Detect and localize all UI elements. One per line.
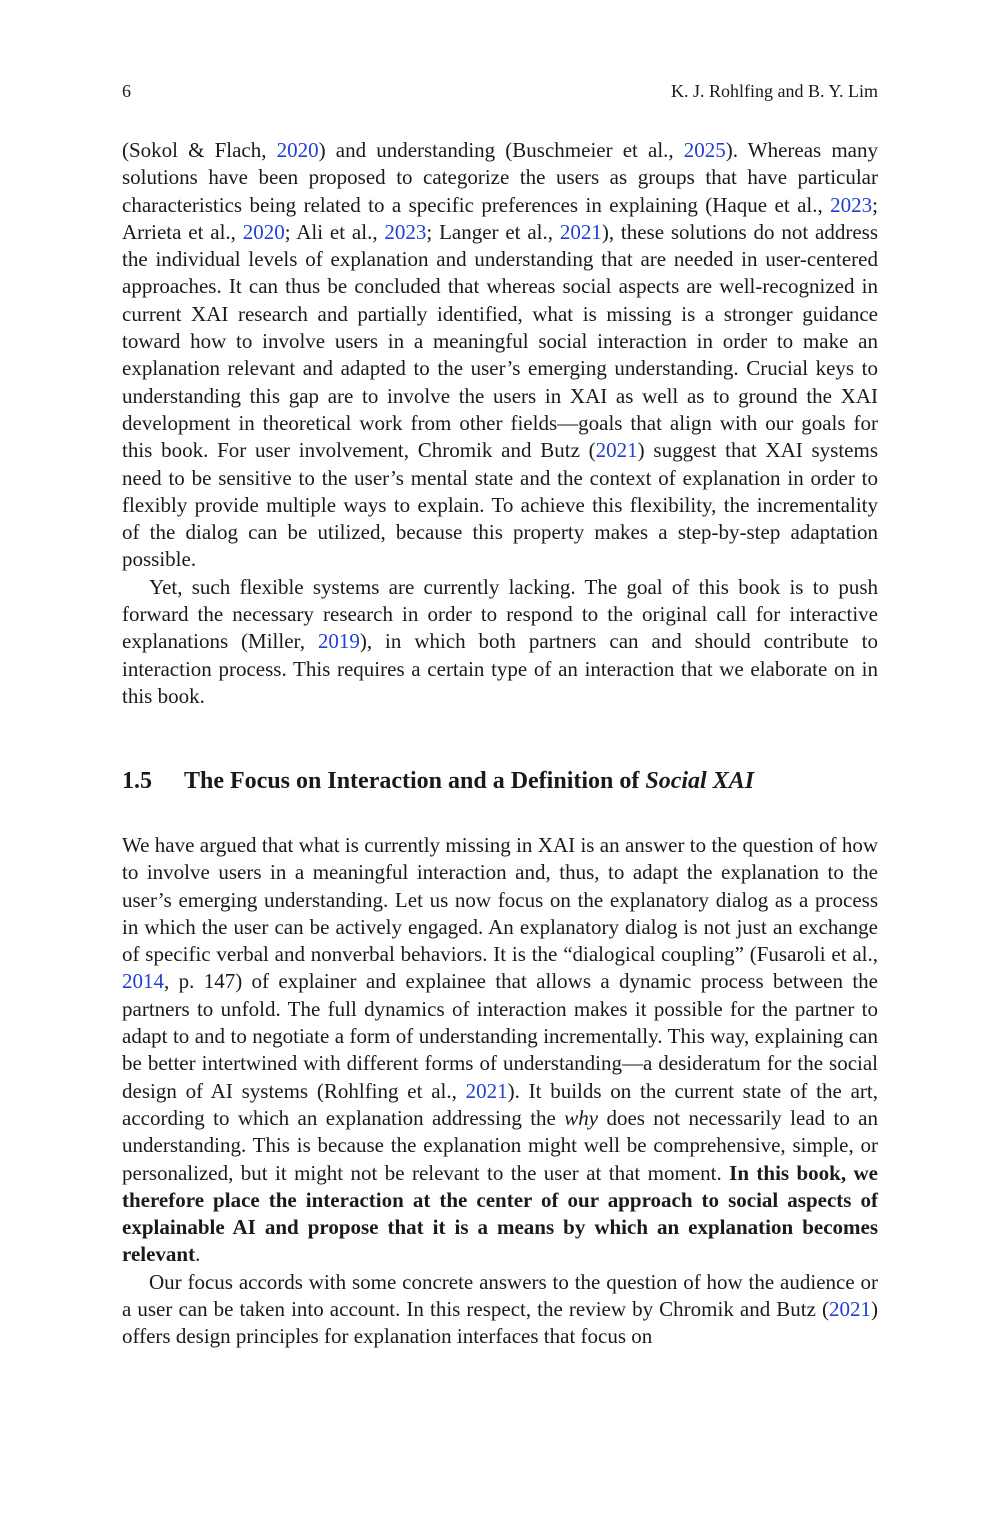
page-number: 6 — [122, 81, 131, 101]
text-run: ) suggest that XAI systems need to be sensitive to the user’s mental state and the context of explanation in order to flexibly provide multiple ways to explain. To achieve this flexibility, the incrementality of the dialog can be utilized, because this property makes a step-by-step adaptation possible. — [122, 438, 878, 572]
citation-link[interactable]: 2021 — [829, 1297, 871, 1322]
section-title-italic: Social XAI — [645, 768, 755, 794]
section-title: The Focus on Interaction and a Definition of — [184, 768, 646, 794]
text-run: ). It builds on the current state of the art, according to which an explanation addressing the — [122, 1078, 878, 1130]
running-head: K. J. Rohlfing and B. Y. Lim — [670, 81, 878, 101]
text-run: ), in which both partners can and should contribute to interaction process. This requires a certain type of an interaction that we elaborate on in this book. — [122, 629, 879, 708]
citation-link[interactable]: 2023 — [830, 192, 873, 217]
paragraph-3 — [122, 832, 878, 1269]
text-run: . — [195, 1242, 201, 1267]
citation-link[interactable]: 2020 — [276, 138, 319, 162]
citation-link[interactable]: 2021 — [559, 219, 602, 244]
text-run: , p. 147) of explainer and explainee that allows a dynamic process between the partners to unfold. The full dynamics of interaction makes it possible for the partner to adapt to and to negotiate a form of understanding incrementally. This way, explaining can be better intertwined with different forms of understanding—a desideratum for the social design of AI systems (Rohlfing et al., — [122, 969, 878, 1103]
section-number: 1.5 — [122, 768, 152, 794]
text-run: does not necessarily lead to an understanding. This is because the explanation might well be comprehensive, simple, or personalized, but it might not be relevant to the user at that moment. — [122, 1105, 879, 1185]
text-run: ) and understanding (Buschmeier et al., — [318, 138, 684, 162]
paragraph-1 — [122, 137, 878, 574]
emphasis: why — [564, 1105, 599, 1130]
text-run: ), these solutions do not address the individual levels of explanation and understanding that are needed in user-centered approaches. It can thus be concluded that whereas social aspects are well-recognized in current XAI research and partially identified, what is missing is a stronger guidance toward how to involve users in a meaningful social interaction in order to make an explanation relevant and adapted to the user’s emerging understanding. Crucial keys to understanding this gap are to involve the users in XAI as well as to ground the XAI development in theoretical work from other fields—goals that align with our goals for this book. For user involvement, Chromik and Butz ( — [122, 219, 879, 463]
text-run: (Sokol & Flach, — [122, 138, 277, 162]
citation-link[interactable]: 2020 — [242, 219, 285, 244]
page-header — [122, 80, 878, 102]
text-run: ). Whereas many solutions have been proposed to categorize the users as groups that have particular characteristics being related to a specific preferences in explaining (Haque et al., — [122, 138, 878, 217]
text-run: ; Langer et al., — [426, 219, 560, 244]
bold-statement: In this book, we therefore place the interaction at the center of our approach to social aspects of explainable AI and propose that it is a means by which an explanation becomes relevant — [122, 1160, 878, 1267]
text-run: We have argued that what is currently missing in XAI is an answer to the question of how to involve users in a meaningful interaction and, thus, to adapt the explanation to the user’s emerging understanding. Let us now focus on the explanatory dialog as a process in which the user can be actively engaged. An explanatory dialog is not just an exchange of specific verbal and nonverbal behaviors. It is the “dialogical coupling” (Fusaroli et al., — [122, 833, 878, 967]
body-block-1 — [122, 137, 878, 710]
text-run: ) offers design principles for explanation interfaces that focus on — [122, 1297, 878, 1349]
citation-link[interactable]: 2021 — [595, 438, 638, 463]
citation-link[interactable]: 2025 — [683, 138, 726, 162]
citation-link[interactable]: 2019 — [317, 629, 360, 654]
text-run: Our focus accords with some concrete answers to the question of how the audience or a user can be taken into account. In this respect, the review by Chromik and Butz ( — [122, 1269, 878, 1322]
text-run: ; Arrieta et al., — [122, 192, 878, 244]
citation-link[interactable]: 2014 — [122, 969, 164, 994]
paragraph-2 — [122, 574, 878, 710]
section-heading — [122, 766, 878, 796]
text-run: Yet, such flexible systems are currently lacking. The goal of this book is to push forward the necessary research in order to respond to the original call for interactive explanations (Miller, — [122, 574, 878, 654]
paragraph-4 — [122, 1269, 878, 1351]
body-block-2 — [122, 832, 878, 1351]
text-run: ; Ali et al., — [284, 219, 385, 244]
citation-link[interactable]: 2021 — [465, 1078, 508, 1103]
citation-link[interactable]: 2023 — [384, 219, 427, 244]
